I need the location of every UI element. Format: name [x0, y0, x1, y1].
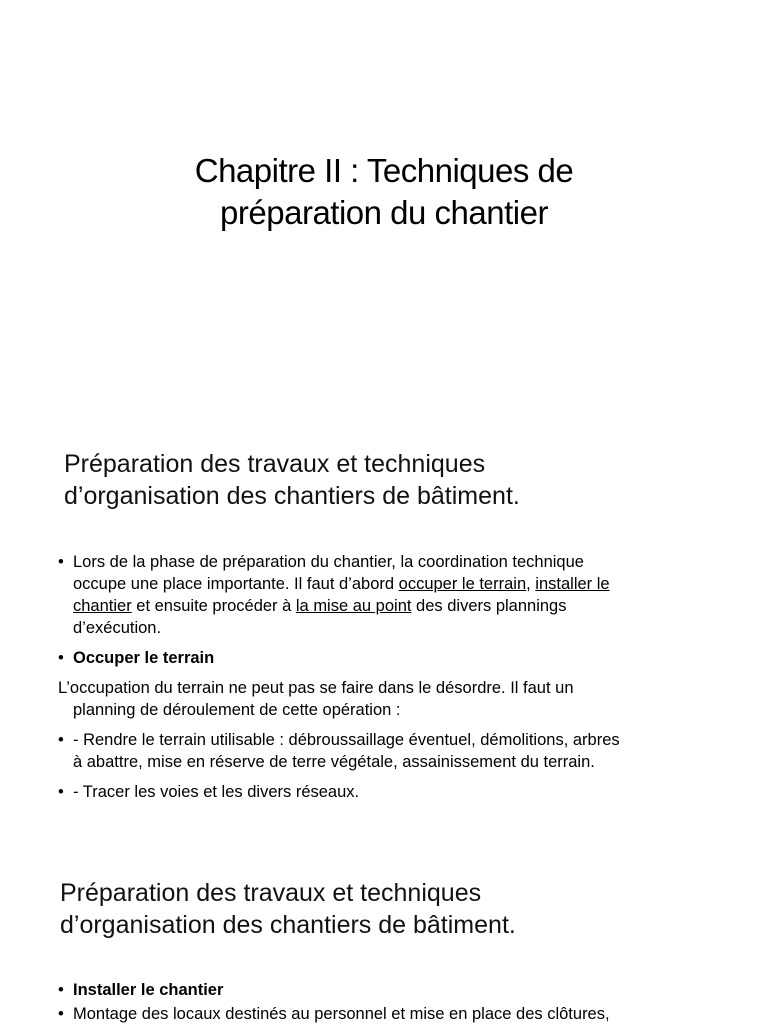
text-line: d’exécution.	[73, 619, 162, 637]
bullet-occuper-terrain	[58, 647, 748, 669]
slide-installer-chantier	[0, 860, 768, 1024]
slide-body	[58, 551, 748, 811]
text-line: Lors de la phase de préparation du chantier, la coordination technique	[73, 553, 584, 571]
section-heading-line-1: Préparation des travaux et techniques	[60, 879, 482, 907]
text-line: L’occupation du terrain ne peut pas se faire dans le désordre. Il faut un	[58, 679, 574, 697]
bullet-dot: •	[58, 553, 64, 571]
text-span: des divers plannings	[411, 597, 567, 615]
bullet-dot: •	[58, 981, 64, 999]
text-span: ,	[526, 575, 536, 593]
bullet-dot: •	[58, 731, 64, 749]
paragraph-occupation	[58, 677, 748, 721]
section-heading-line-1: Préparation des travaux et techniques	[64, 450, 486, 478]
chapter-title-line-2: préparation du chantier	[220, 194, 548, 232]
chapter-title	[0, 150, 768, 234]
slide-body	[58, 979, 748, 1033]
text-line: - Tracer les voies et les divers réseaux.	[73, 783, 360, 801]
section-heading-line-2: d’organisation des chantiers de bâtiment.	[64, 482, 520, 510]
bullet-dot: •	[58, 783, 64, 801]
text-line: à abattre, mise en réserve de terre végétale, assainissement du terrain.	[73, 753, 595, 771]
link-occuper-terrain: occuper le terrain	[398, 575, 527, 593]
text-line: - Rendre le terrain utilisable : débroussaillage éventuel, démolitions, arbres	[73, 731, 620, 749]
text-line: Montage des locaux destinés au personnel et mise en place des clôtures,	[73, 1005, 610, 1023]
bullet-rendre-terrain	[58, 729, 748, 773]
slide-title	[0, 0, 768, 420]
bullet-montage-locaux	[58, 1003, 748, 1025]
section-heading	[64, 448, 744, 512]
subheading: Installer le chantier	[73, 981, 224, 999]
text-span: occupe une place importante. Il faut d’abord	[73, 575, 399, 593]
bullet-tracer-voies	[58, 781, 748, 803]
slide-occuper-terrain	[0, 420, 768, 860]
bullet-dot: •	[58, 1005, 64, 1023]
text-line	[73, 595, 748, 617]
text-span: et ensuite procéder à	[131, 597, 296, 615]
link-installer-chantier-1: installer le	[535, 575, 610, 593]
bullet-dot: •	[58, 649, 64, 667]
link-mise-au-point: la mise au point	[295, 597, 412, 615]
text-line	[73, 573, 748, 595]
bullet-installer-chantier	[58, 979, 748, 1001]
chapter-title-line-1: Chapitre II : Techniques de	[194, 152, 574, 190]
section-heading	[60, 877, 740, 941]
link-installer-chantier-2: chantier	[73, 597, 132, 615]
section-heading-line-2: d’organisation des chantiers de bâtiment.	[60, 911, 516, 939]
subheading: Occuper le terrain	[73, 649, 215, 667]
bullet-intro	[58, 551, 748, 639]
text-line: planning de déroulement de cette opération :	[73, 701, 401, 719]
